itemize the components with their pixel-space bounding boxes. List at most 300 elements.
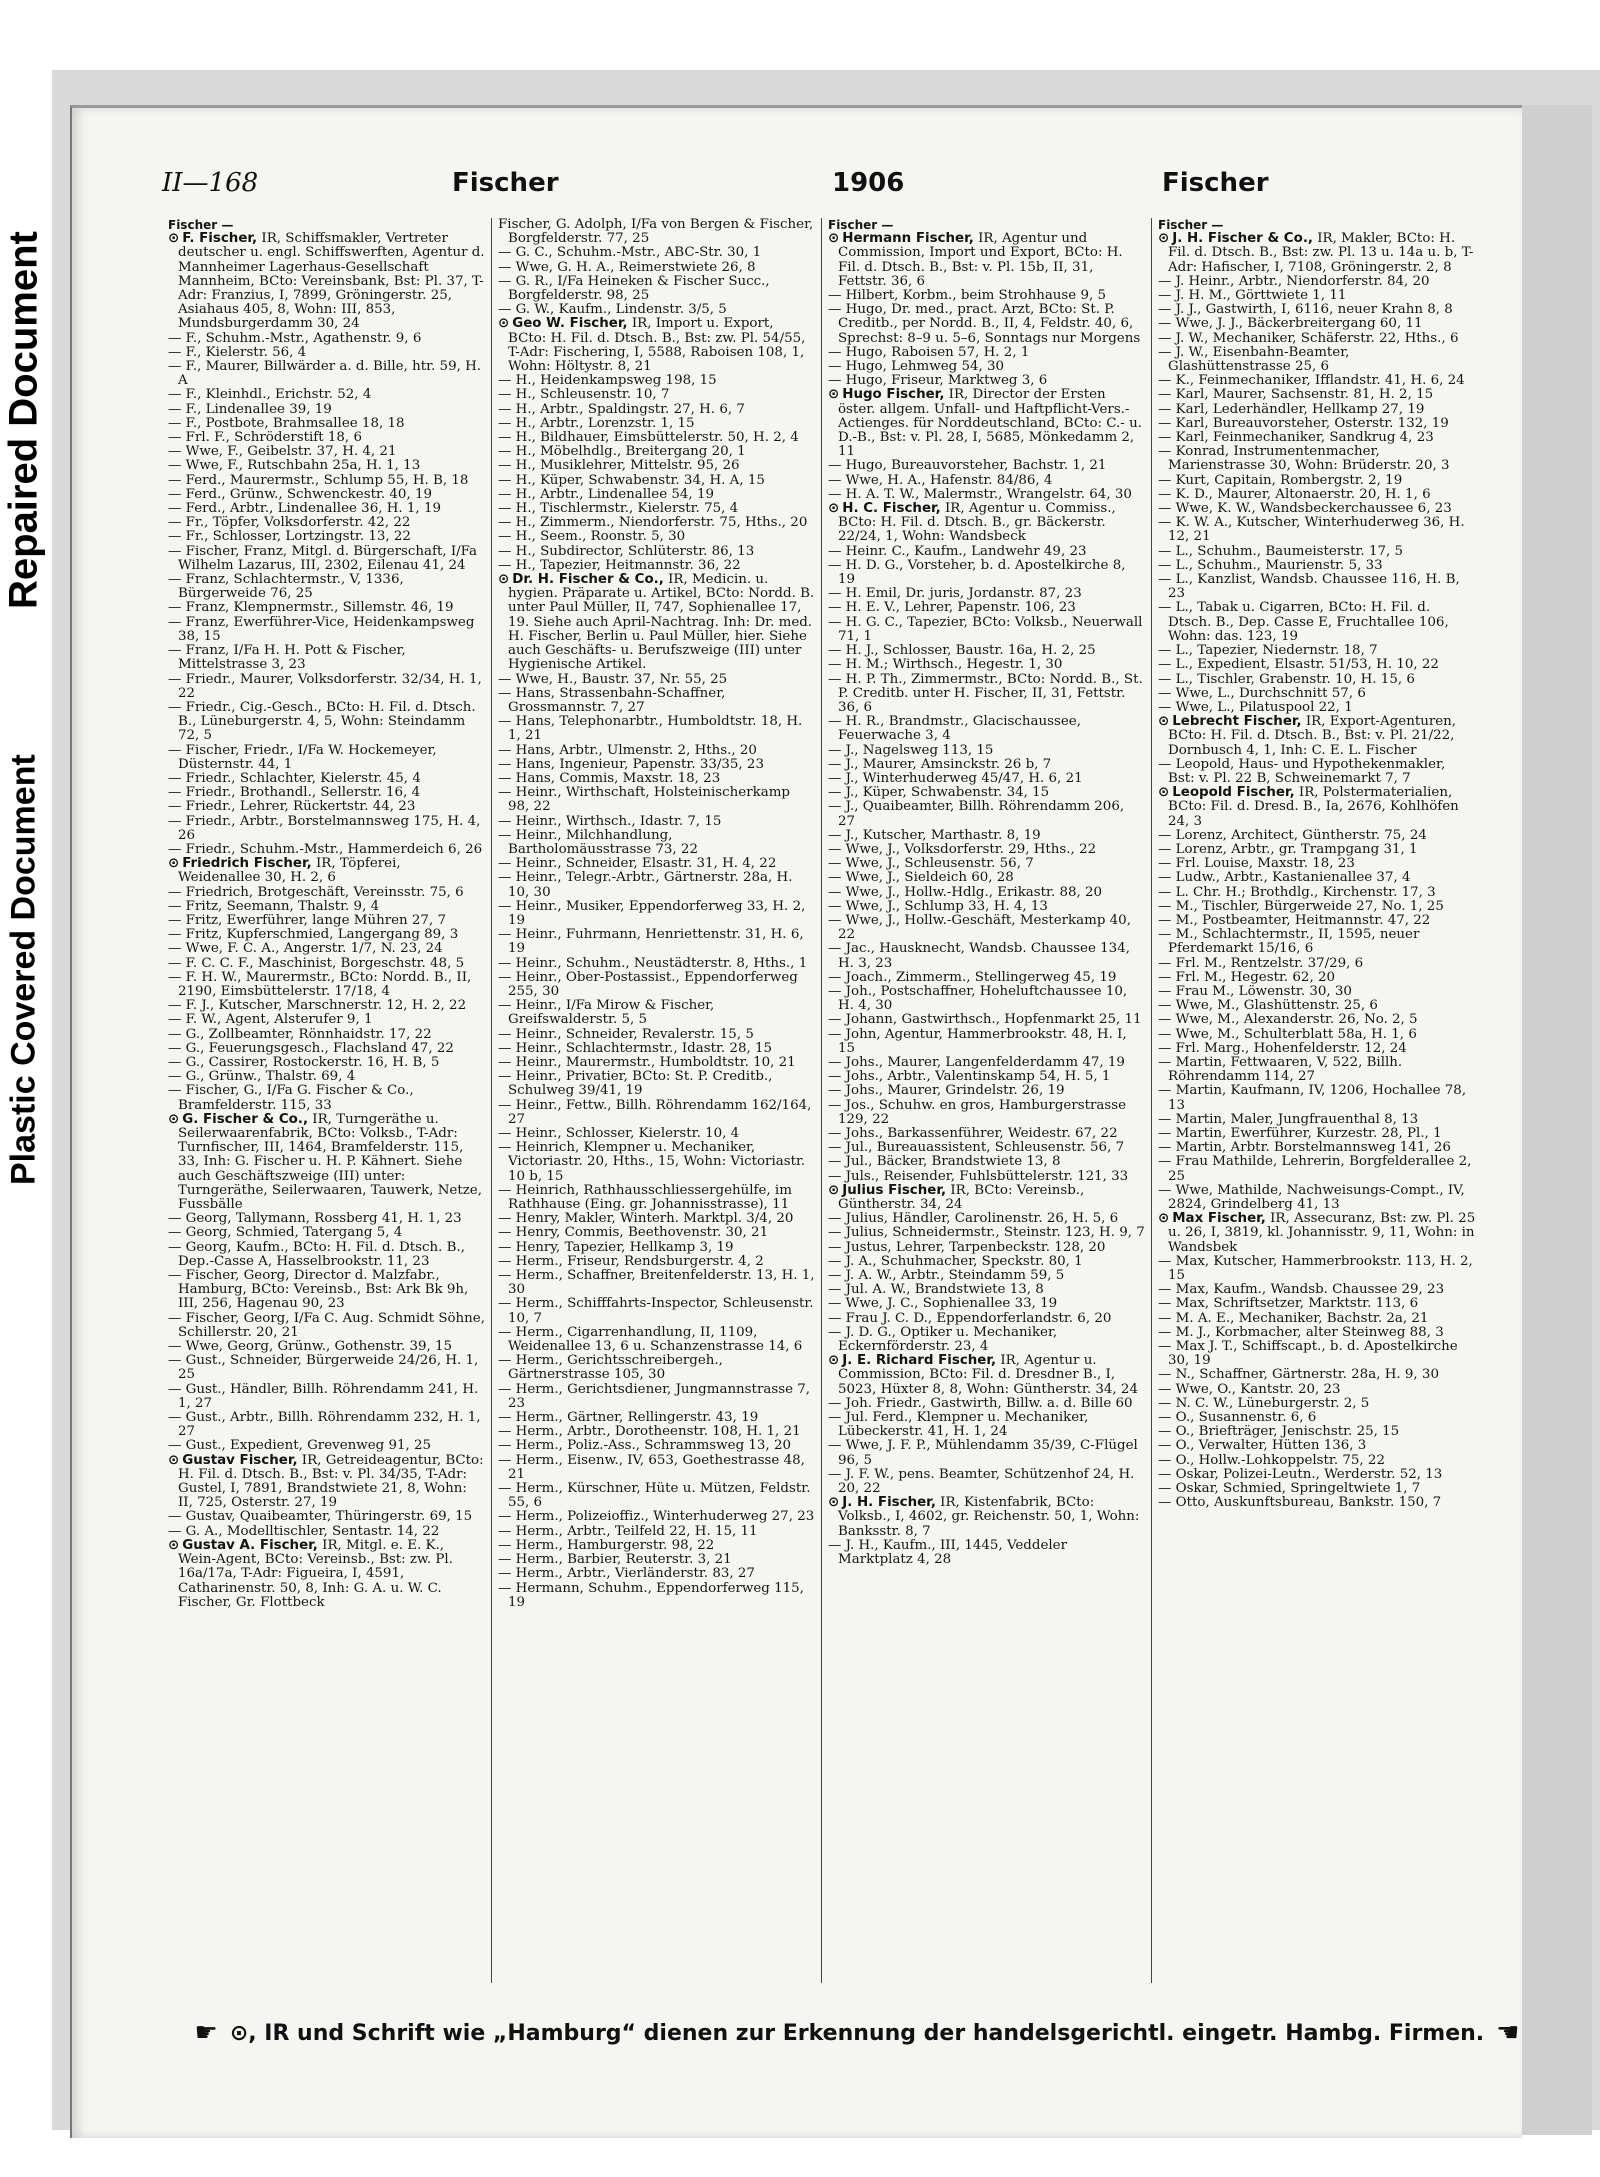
entry-text: — Hilbert, Korbm., beim Strohhause 9, 5 <box>828 288 1107 304</box>
directory-entry <box>168 1340 485 1354</box>
pointing-hand-icon: ☛ <box>194 2018 218 2048</box>
entry-text: — Hans, Commis, Maxstr. 18, 23 <box>498 770 721 786</box>
entry-text: — Friedr., Brothandl., Sellerstr. 16, 4 <box>168 785 421 801</box>
entry-text: — Herm., Barbier, Reuterstr. 3, 21 <box>498 1552 732 1568</box>
entry-text: — Jul. A. W., Brandstwiete 13, 8 <box>828 1282 1044 1298</box>
entry-text: — F. W., Agent, Alsterufer 9, 1 <box>168 1012 373 1028</box>
entry-text: — Julius, Schneidermstr., Steinstr. 123, H. 9, 7 <box>828 1225 1145 1241</box>
directory-entry <box>1158 317 1476 331</box>
directory-entry <box>168 388 485 402</box>
directory-entry <box>168 999 485 1013</box>
entry-text: IR, Import u. Export, BCto: H. Fil. d. Dtsch. B., Bst: zw. Pl. 54/55, T-Adr: Fischering, I, 5588, Raboisen 108, 1, Wohn: Höltystr. 8, 21 <box>508 316 806 375</box>
entry-text: — Otto, Auskunftsbureau, Bankstr. 150, 7 <box>1158 1495 1442 1511</box>
firm-name: Max Fischer, <box>1172 1211 1266 1227</box>
directory-entry <box>168 601 485 615</box>
entry-text: — Frau Mathilde, Lehrerin, Borgfelderallee 2, 25 <box>1158 1154 1472 1184</box>
entry-text: — J. J., Gastwirth, I, 6116, neuer Krahn 8, 8 <box>1158 302 1453 318</box>
directory-entry <box>1158 559 1476 573</box>
firm-mark-icon: ⊙ <box>1158 714 1170 730</box>
directory-entry <box>498 218 815 246</box>
directory-entry <box>1158 1028 1476 1042</box>
entry-text: — Justus, Lehrer, Tarpenbeckstr. 128, 20 <box>828 1239 1106 1255</box>
entry-text: — Friedr., Lehrer, Rückertstr. 44, 23 <box>168 799 416 815</box>
entry-text: — Wwe, F., Geibelstr. 37, H. 4, 21 <box>168 444 397 460</box>
entry-text: — H., Tischlermstr., Kielerstr. 75, 4 <box>498 501 739 517</box>
directory-entry <box>1158 1383 1476 1397</box>
directory-entry <box>1158 1184 1476 1212</box>
entry-text: — Jos., Schuhw. en gros, Hamburgerstrasse 129, 22 <box>828 1097 1127 1127</box>
entry-text: — Heinr., Fuhrmann, Henriettenstr. 31, H. 6, 19 <box>498 927 804 957</box>
entry-text: — G. A., Modelltischler, Sentastr. 14, 22 <box>168 1523 440 1539</box>
entry-text: — Frl. Marg., Hohenfelderstr. 12, 24 <box>1158 1040 1407 1056</box>
entry-text: — J., Nagelsweg 113, 15 <box>828 742 994 758</box>
entry-text: — Wwe, F., Rutschbahn 25a, H. 1, 13 <box>168 458 421 474</box>
entry-text: — F. C. C. F., Maschinist, Borgeschstr. 48, 5 <box>168 955 465 971</box>
directory-entry <box>498 1127 815 1141</box>
directory-entry <box>828 1411 1145 1439</box>
directory-entry <box>498 303 815 317</box>
entry-text: — L., Tischler, Grabenstr. 10, H. 15, 6 <box>1158 671 1415 687</box>
entry-text: IR, Polstermaterialien, BCto: Fil. d. Dresd. B., Ia, 2676, Kohlhöfen 24, 3 <box>1168 785 1459 829</box>
column-head: Fischer — <box>828 218 894 232</box>
entry-text: — Wwe, J., Hollw.-Geschäft, Mesterkamp 40, 22 <box>828 912 1131 943</box>
directory-entry <box>828 1155 1145 1169</box>
page-edge <box>1520 105 1592 2135</box>
entry-text: — Heinr., Musiker, Eppendorferweg 33, H. 2, 19 <box>498 898 806 928</box>
entry-text: — Wwe, K. W., Wandsbeckerchaussee 6, 23 <box>1158 501 1452 517</box>
firm-mark-icon: ⊙ <box>828 1182 840 1198</box>
column-head: Fischer — <box>1158 218 1224 232</box>
directory-entry <box>1158 1368 1476 1382</box>
directory-entry <box>1158 573 1476 601</box>
entry-text: — Wwe, H. A., Hafenstr. 84/86, 4 <box>828 472 1053 488</box>
entry-text: — Hugo, Friseur, Marktweg 3, 6 <box>828 373 1048 389</box>
directory-entry <box>168 1539 485 1610</box>
directory-entry <box>1158 1312 1476 1326</box>
directory-entry <box>498 317 815 374</box>
entry-text: — Hermann, Schuhm., Eppendorferweg 115, 19 <box>498 1580 804 1610</box>
directory-entry <box>168 1312 485 1340</box>
entry-text: — Wwe, H., Baustr. 37, Nr. 55, 25 <box>498 671 728 687</box>
entry-text: — Herm., Friseur, Rendsburgerstr. 4, 2 <box>498 1253 764 1269</box>
entry-text: — Wwe, Mathilde, Nachweisungs-Compt., IV, 2824, Grindelberg 41, 13 <box>1158 1182 1465 1213</box>
entry-text: — Wwe, J., Hollw.-Hdlg., Erikastr. 88, 20 <box>828 884 1103 900</box>
directory-entry <box>1158 1084 1476 1112</box>
entry-text: — H. Emil, Dr. juris, Jordanstr. 87, 23 <box>828 586 1082 602</box>
directory-entry <box>498 1383 815 1411</box>
directory-entry <box>1158 1141 1476 1155</box>
entry-text: — N. C. W., Lüneburgerstr. 2, 5 <box>1158 1395 1370 1411</box>
directory-entry <box>168 1028 485 1042</box>
entry-text: — Fr., Schlosser, Lortzingstr. 13, 22 <box>168 529 411 545</box>
directory-entry <box>168 1212 485 1226</box>
entry-text: — Lorenz, Arbtr., gr. Trampgang 31, 1 <box>1158 841 1418 857</box>
entry-text: — H., Möbelhdlg., Breitergang 20, 1 <box>498 444 746 460</box>
entry-text: — J. Heinr., Arbtr., Niendorferstr. 84, 20 <box>1158 273 1430 289</box>
directory-entry <box>828 1028 1145 1056</box>
entry-text: — Fr., Töpfer, Volksdorferstr. 42, 22 <box>168 515 411 531</box>
entry-text: — F., Schuhm.-Mstr., Agathenstr. 9, 6 <box>168 330 422 346</box>
directory-entry <box>498 1241 815 1255</box>
entry-text: — Herm., Gärtner, Rellingerstr. 43, 19 <box>498 1410 759 1426</box>
directory-entry <box>828 388 1145 459</box>
directory-entry <box>828 758 1145 772</box>
entry-text: — G. C., Schuhm.-Mstr., ABC-Str. 30, 1 <box>498 245 762 261</box>
entry-text: — O., Susannenstr. 6, 6 <box>1158 1410 1317 1426</box>
directory-entry <box>1158 1127 1476 1141</box>
directory-entry <box>168 744 485 772</box>
entry-text: — Friedr., Maurer, Volksdorferstr. 32/34, H. 1, 22 <box>168 671 482 701</box>
directory-entry <box>168 1226 485 1240</box>
entry-text: — J. W., Mechaniker, Schäferstr. 22, Hths., 6 <box>1158 330 1459 346</box>
directory-entry <box>498 900 815 928</box>
entry-text: — H., Arbtr., Lindenallee 54, 19 <box>498 486 714 502</box>
directory-entry <box>828 587 1145 601</box>
directory-entry <box>168 1241 485 1269</box>
directory-entry <box>498 1099 815 1127</box>
entry-text: IR, Getreideagentur, BCto: H. Fil. d. Dtsch. B., Bst: v. Pl. 34/35, T-Adr: Gustel, I, 7891, Brandstwiete 21, 8, Wohn: II, 725, Osterstr. 27, 19 <box>178 1452 484 1511</box>
directory-entry <box>1158 601 1476 644</box>
entry-text: — Heinr., Schlosser, Kielerstr. 10, 4 <box>498 1126 740 1141</box>
directory-entry <box>168 1411 485 1439</box>
entry-text: — G., Grünw., Thalstr. 69, 4 <box>168 1069 356 1085</box>
entry-text: — Johs., Maurer, Langenfelderdamm 47, 19 <box>828 1054 1125 1070</box>
directory-entry <box>168 360 485 388</box>
entry-text: — Oskar, Polizei-Leutn., Werderstr. 52, 13 <box>1158 1466 1443 1482</box>
entry-text: — J., Maurer, Amsinckstr. 26 b, 7 <box>828 756 1052 772</box>
directory-entry <box>498 957 815 971</box>
entry-text: — F., Postbote, Brahmsallee 18, 18 <box>168 415 405 431</box>
entry-text: — Ludw., Arbtr., Kastanienallee 37, 4 <box>1158 870 1411 886</box>
directory-entry <box>168 445 485 459</box>
directory-entry <box>498 999 815 1027</box>
firm-mark-icon: ⊙ <box>168 1537 180 1553</box>
directory-entry <box>498 928 815 956</box>
entry-text: — Wwe, J., Sieldeich 60, 28 <box>828 870 1014 886</box>
columns <box>162 218 1482 1983</box>
directory-entry <box>828 1212 1145 1226</box>
footer-text: ⊙, IR und Schrift wie „Hamburg“ dienen zur Erkennung der handelsgerichtl. eingetr. Hambg. Firmen. <box>229 2020 1485 2046</box>
entry-text: — K. W. A., Kutscher, Winterhuderweg 36, H. 12, 21 <box>1158 515 1465 545</box>
directory-entry <box>828 1496 1145 1539</box>
entry-text: — L., Tabak u. Cigarren, BCto: H. Fil. d. Dtsch. B., Dep. Casse E, Fruchtallee 106, Wohn: das. 123, 19 <box>1158 600 1449 644</box>
entry-text: — Wwe, J., Volksdorferstr. 29, Hths., 22 <box>828 841 1097 857</box>
entry-text: — Karl, Maurer, Sachsenstr. 81, H. 2, 15 <box>1158 387 1434 403</box>
directory-entry <box>1158 971 1476 985</box>
entry-text: — Herm., Schifffahrts-Inspector, Schleusenstr. 10, 7 <box>498 1296 814 1326</box>
firm-mark-icon: ⊙ <box>168 856 180 872</box>
directory-entry <box>828 1241 1145 1255</box>
entry-text: — Heinr. C., Kaufm., Landwehr 49, 23 <box>828 543 1087 559</box>
directory-entry <box>498 815 815 829</box>
directory-entry <box>498 1212 815 1226</box>
directory-entry <box>1158 1468 1476 1482</box>
firm-mark-icon: ⊙ <box>828 1353 840 1369</box>
directory-entry <box>168 1383 485 1411</box>
entry-text: — O., Hollw.-Lohkoppelstr. 75, 22 <box>1158 1452 1385 1468</box>
directory-entry <box>828 1297 1145 1311</box>
directory-entry <box>1158 758 1476 786</box>
firm-mark-icon: ⊙ <box>498 316 510 332</box>
directory-entry <box>498 559 815 573</box>
directory-entry <box>168 942 485 956</box>
firm-name: Hermann Fischer, <box>842 231 974 247</box>
firm-mark-icon: ⊙ <box>828 1495 840 1511</box>
directory-entry <box>498 374 815 388</box>
entry-text: — Max, Kutscher, Hammerbrookstr. 113, H. 2, 15 <box>1158 1253 1473 1284</box>
directory-entry <box>828 1127 1145 1141</box>
entry-text: — H., Schleusenstr. 10, 7 <box>498 387 670 403</box>
directory-entry <box>498 545 815 559</box>
entry-text: — G. W., Kaufm., Lindenstr. 3/5, 5 <box>498 302 727 318</box>
header-year: 1906 <box>832 168 905 198</box>
entry-text: — Henry, Makler, Winterh. Marktpl. 3/4, 20 <box>498 1211 794 1227</box>
directory-entry <box>168 545 485 573</box>
header-right-word: Fischer <box>1162 168 1269 198</box>
entry-text: — J. H. M., Görttwiete 1, 11 <box>1158 288 1347 304</box>
entry-text: — H. A. T. W., Malermstr., Wrangelstr. 64, 30 <box>828 486 1132 502</box>
entry-text: — O., Verwalter, Hütten 136, 3 <box>1158 1438 1367 1454</box>
entry-text: — Ferd., Maurermstr., Schlump 55, H. B, 18 <box>168 472 469 488</box>
directory-entry <box>1158 1042 1476 1056</box>
entry-text: — Wwe, J. J., Bäckerbreitergang 60, 11 <box>1158 316 1423 332</box>
directory-entry <box>168 1070 485 1084</box>
directory-entry <box>1158 1155 1476 1183</box>
directory-entry <box>828 1070 1145 1084</box>
directory-entry <box>498 1425 815 1439</box>
entry-text: — G., Cassirer, Rostockerstr. 16, H. B, 5 <box>168 1054 440 1070</box>
directory-entry <box>498 530 815 544</box>
directory-entry <box>168 332 485 346</box>
directory-entry <box>168 701 485 744</box>
directory-entry <box>168 886 485 900</box>
directory-entry <box>498 1439 815 1453</box>
entry-text: — Fischer, Georg, Director d. Malzfabr., Hamburg, BCto: Vereinsb., Bst: Ark Bk 9h, III, 256, Hagenau 90, 23 <box>168 1268 469 1312</box>
firm-mark-icon: ⊙ <box>1158 785 1170 801</box>
entry-text: — Herm., Poliz.-Ass., Schrammsweg 13, 20 <box>498 1438 791 1454</box>
entry-text: — H., Arbtr., Lorenzstr. 1, 15 <box>498 415 695 431</box>
entry-text: — Johs., Arbtr., Valentinskamp 54, H. 5, 1 <box>828 1069 1111 1085</box>
directory-entry <box>498 687 815 715</box>
directory-entry <box>828 545 1145 559</box>
directory-entry <box>828 232 1145 289</box>
directory-entry <box>498 1226 815 1240</box>
sidebar <box>0 0 48 2177</box>
directory-entry <box>498 1326 815 1354</box>
directory-entry <box>828 673 1145 716</box>
directory-entry <box>498 445 815 459</box>
entry-text: — H., Musiklehrer, Mittelstr. 95, 26 <box>498 458 740 474</box>
entry-text: — Wwe, J., Schleusenstr. 56, 7 <box>828 856 1034 872</box>
directory-entry <box>498 1297 815 1325</box>
directory-entry <box>498 431 815 445</box>
directory-entry <box>828 914 1145 942</box>
entry-text: — Max J. T., Schiffscapt., b. d. Apostelkirche 30, 19 <box>1158 1339 1458 1369</box>
entry-text: — L., Schuhm., Maurienstr. 5, 33 <box>1158 557 1383 573</box>
directory-entry <box>828 886 1145 900</box>
directory-entry <box>498 459 815 473</box>
entry-text: — Max, Kaufm., Wandsb. Chaussee 29, 23 <box>1158 1282 1445 1298</box>
directory-entry <box>1158 871 1476 885</box>
entry-text: — Wwe, L., Pilatuspool 22, 1 <box>1158 699 1353 715</box>
entry-text: — Heinr., Schneider, Elsastr. 31, H. 4, 22 <box>498 856 777 872</box>
directory-entry <box>1158 1255 1476 1283</box>
entry-text: — K. D., Maurer, Altonaerstr. 20, H. 1, 6 <box>1158 486 1431 502</box>
directory-entry <box>498 1553 815 1567</box>
directory-entry <box>498 1539 815 1553</box>
directory-entry <box>828 1013 1145 1027</box>
entry-text: — Martin, Kaufmann, IV, 1206, Hochallee 78, 13 <box>1158 1083 1467 1113</box>
directory-entry <box>498 516 815 530</box>
entry-text: — Gust., Schneider, Bürgerweide 24/26, H. 1, 25 <box>168 1353 479 1383</box>
entry-text: IR, Director der Ersten öster. allgem. Unfall- und Haftpflicht-Vers.-Actienges. für Norddeutschland, BCto: C.- u. D.-B., Bst: v. Pl. 28, I, 5685, Mönkedamm 2, 11 <box>838 387 1142 460</box>
entry-text: — Konrad, Instrumentenmacher, Marienstrasse 30, Wohn: Brüderstr. 20, 3 <box>1158 444 1450 474</box>
entry-text: — Wwe, L., Durchschnitt 57, 6 <box>1158 685 1366 701</box>
entry-text: — Franz, I/Fa H. H. Pott & Fischer, Mittelstrasse 3, 23 <box>168 643 406 673</box>
directory-entry <box>498 1354 815 1382</box>
directory-entry <box>168 1454 485 1511</box>
entry-text: — Johs., Barkassenführer, Weidestr. 67, 22 <box>828 1126 1118 1141</box>
entry-text: — M. A. E., Mechaniker, Bachstr. 2a, 21 <box>1158 1310 1429 1326</box>
directory-entry <box>828 1226 1145 1240</box>
entry-text: — Frau J. C. D., Eppendorferlandstr. 6, 20 <box>828 1310 1112 1326</box>
entry-text: — Wwe, G. H. A., Reimerstwiete 26, 8 <box>498 259 756 275</box>
firm-name: J. H. Fischer & Co., <box>1172 231 1313 247</box>
entry-text: — Heinr., Ober-Postassist., Eppendorferweg 255, 30 <box>498 969 798 999</box>
directory-entry <box>168 232 485 331</box>
entry-text: — Frl. F., Schröderstift 18, 6 <box>168 430 362 446</box>
entry-text: — Herm., Kürschner, Hüte u. Mützen, Feldstr. 55, 6 <box>498 1481 811 1511</box>
entry-text: — Wwe, O., Kantstr. 20, 23 <box>1158 1381 1341 1397</box>
directory-entry <box>498 1255 815 1269</box>
entry-text: — Martin, Maler, Jungfrauenthal 8, 13 <box>1158 1111 1419 1127</box>
entry-text: — Heinr., Schneider, Revalerstr. 15, 5 <box>498 1026 754 1042</box>
entry-text: — Joach., Zimmerm., Stellingerweg 45, 19 <box>828 969 1117 985</box>
directory-entry <box>498 573 815 672</box>
entry-text: — Gust., Arbtr., Billh. Röhrendamm 232, H. 1, 27 <box>168 1410 481 1440</box>
directory-entry <box>1158 1013 1476 1027</box>
entry-text: — Georg, Schmied, Tatergang 5, 4 <box>168 1225 403 1241</box>
directory-entry <box>1158 403 1476 417</box>
firm-name: Friedrich Fischer, <box>182 856 312 872</box>
firm-name: F. Fischer, <box>182 231 258 247</box>
entry-text: — Friedrich, Brotgeschäft, Vereinsstr. 75, 6 <box>168 884 464 900</box>
directory-entry <box>498 261 815 275</box>
directory-entry <box>828 1439 1145 1467</box>
entry-text: — Heinr., Wirthsch., Idastr. 7, 15 <box>498 813 722 829</box>
directory-entry <box>168 786 485 800</box>
entry-text: IR, Export-Agenturen, BCto: H. Fil. d. Dtsch. B., Bst: v. Pl. 21/22, Dornbusch 4, 1, Inh: C. E. L. Fischer <box>1168 714 1457 758</box>
firm-mark-icon: ⊙ <box>1158 1211 1170 1227</box>
directory-entry <box>1158 900 1476 914</box>
entry-text: — Heinr., Telegr.-Arbtr., Gärtnerstr. 28a, H. 10, 30 <box>498 870 793 900</box>
entry-text: — Fritz, Kupferschmied, Langergang 89, 3 <box>168 927 459 943</box>
directory-entry <box>828 786 1145 800</box>
entry-text: — J., Kutscher, Marthastr. 8, 19 <box>828 827 1041 843</box>
pointing-hand-icon-right: ☚ <box>1496 2018 1520 2048</box>
entry-text: — Julius, Händler, Carolinenstr. 26, H. 5, 6 <box>828 1211 1119 1227</box>
directory-entry <box>1158 417 1476 431</box>
entry-text: — H. J., Schlosser, Baustr. 16a, H. 2, 25 <box>828 643 1096 659</box>
entry-text: — Frau M., Löwenstr. 30, 30 <box>1158 983 1352 999</box>
entry-text: — N., Schaffner, Gärtnerstr. 28a, H. 9, 30 <box>1158 1367 1439 1383</box>
directory-entry <box>1158 786 1476 829</box>
entry-text: — Kurt, Capitain, Rombergstr. 2, 19 <box>1158 472 1403 488</box>
entry-text: — Fischer, G., I/Fa G. Fischer & Co., Bramfelderstr. 115, 33 <box>168 1083 414 1113</box>
entry-text: — Friedr., Schuhm.-Mstr., Hammerdeich 6, 26 <box>168 841 483 857</box>
directory-entry <box>168 971 485 999</box>
entry-text: — Leopold, Haus- und Hypothekenmakler, Bst: v. Pl. 22 B, Schweinemarkt 7, 7 <box>1158 756 1446 786</box>
directory-entry <box>1158 1397 1476 1411</box>
entry-text: — Gust., Händler, Billh. Röhrendamm 241, H. 1, 27 <box>168 1381 479 1411</box>
entry-text: — F., Maurer, Billwärder a. d. Bille, htr. 59, H. A <box>168 359 482 389</box>
entry-text: — Jul. Ferd., Klempner u. Mechaniker, Lübeckerstr. 41, H. 1, 24 <box>828 1410 1089 1440</box>
directory-entry <box>828 601 1145 615</box>
entry-text: — Hans, Strassenbahn-Schaffner, Grossmannstr. 7, 27 <box>498 685 726 715</box>
entry-text: — Martin, Ewerführer, Kurzestr. 28, Pl., 1 <box>1158 1126 1442 1141</box>
firm-mark-icon: ⊙ <box>168 1111 180 1127</box>
firm-mark-icon: ⊙ <box>828 501 840 517</box>
firm-mark-icon: ⊙ <box>1158 231 1170 247</box>
directory-entry <box>1158 1297 1476 1311</box>
entry-text: — L., Kanzlist, Wandsb. Chaussee 116, H. B, 23 <box>1158 572 1460 602</box>
entry-text: — Wwe, M., Alexanderstr. 26, No. 2, 5 <box>1158 1012 1418 1028</box>
firm-mark-icon: ⊙ <box>828 387 840 403</box>
entry-text: — O., Briefträger, Jenischstr. 25, 15 <box>1158 1424 1400 1440</box>
entry-text: — G., Zollbeamter, Rönnhaidstr. 17, 22 <box>168 1026 432 1042</box>
firm-name: Gustav A. Fischer, <box>182 1537 318 1553</box>
directory-entry <box>498 388 815 402</box>
entry-text: — H. D. G., Vorsteher, b. d. Apostelkirche 8, 19 <box>828 557 1126 588</box>
directory-entry <box>168 516 485 530</box>
directory-entry <box>168 1042 485 1056</box>
entry-text: — Heinrich, Klempner u. Mechaniker, Victoriastr. 20, Hths., 15, Wohn: Victoriastr. 10 b, 15 <box>498 1140 806 1184</box>
directory-entry <box>828 1468 1145 1496</box>
directory-entry <box>828 800 1145 828</box>
directory-entry <box>1158 715 1476 758</box>
entry-text: — Henry, Commis, Beethovenstr. 30, 21 <box>498 1225 769 1241</box>
entry-text: — K., Feinmechaniker, Ifflandstr. 41, H. 6, 24 <box>1158 373 1465 389</box>
directory-entry <box>168 800 485 814</box>
directory-entry <box>498 1525 815 1539</box>
firm-mark-icon: ⊙ <box>168 1452 180 1468</box>
directory-entry <box>1158 886 1476 900</box>
entry-text: — H., Tapezier, Heitmannstr. 36, 22 <box>498 557 741 573</box>
directory-entry <box>168 928 485 942</box>
directory-entry <box>828 1354 1145 1397</box>
entry-text: — Heinr., Maurermstr., Humboldtstr. 10, 21 <box>498 1054 796 1070</box>
directory-entry <box>1158 374 1476 388</box>
firm-name: Julius Fischer, <box>842 1182 947 1198</box>
entry-text: — H. M.; Wirthsch., Hegestr. 1, 30 <box>828 657 1063 673</box>
entry-text: — H., Subdirector, Schlüterstr. 86, 13 <box>498 543 755 559</box>
entry-text: — M., Tischler, Bürgerweide 27, No. 1, 25 <box>1158 898 1444 914</box>
directory-entry <box>828 857 1145 871</box>
entry-text: — Gustav, Quaibeamter, Thüringerstr. 69, 15 <box>168 1509 473 1525</box>
entry-text: IR, Schiffsmakler, Vertreter deutscher u. engl. Schiffswerften, Agentur d. Mannheimer Lagerhaus-Gesellschaft Mannheim, BCto: Vereinsbank, Bst: Pl. 37, T-Adr: Franzius, I, 7899, Gröningerstr. 25, Asiahaus 405, 8, Wohn: III, 853, Mundsburgerdamm 30, 24 <box>178 231 485 332</box>
entry-text: — H. G. C., Tapezier, BCto: Volksb., Neuerwall 71, 1 <box>828 614 1143 644</box>
entry-text: — Joh. Friedr., Gastwirth, Billw. a. d. Bille 60 <box>828 1395 1133 1411</box>
column-head: Fischer — <box>168 218 234 232</box>
entry-text: — Herm., Gerichtsdiener, Jungmannstrasse 7, 23 <box>498 1381 811 1411</box>
directory-entry <box>168 843 485 857</box>
directory-entry <box>498 1482 815 1510</box>
directory-entry <box>828 289 1145 303</box>
entry-text: — Karl, Feinmechaniker, Sandkrug 4, 23 <box>1158 430 1434 446</box>
directory-entry <box>828 1397 1145 1411</box>
directory-entry <box>498 829 815 857</box>
directory-entry <box>498 1028 815 1042</box>
